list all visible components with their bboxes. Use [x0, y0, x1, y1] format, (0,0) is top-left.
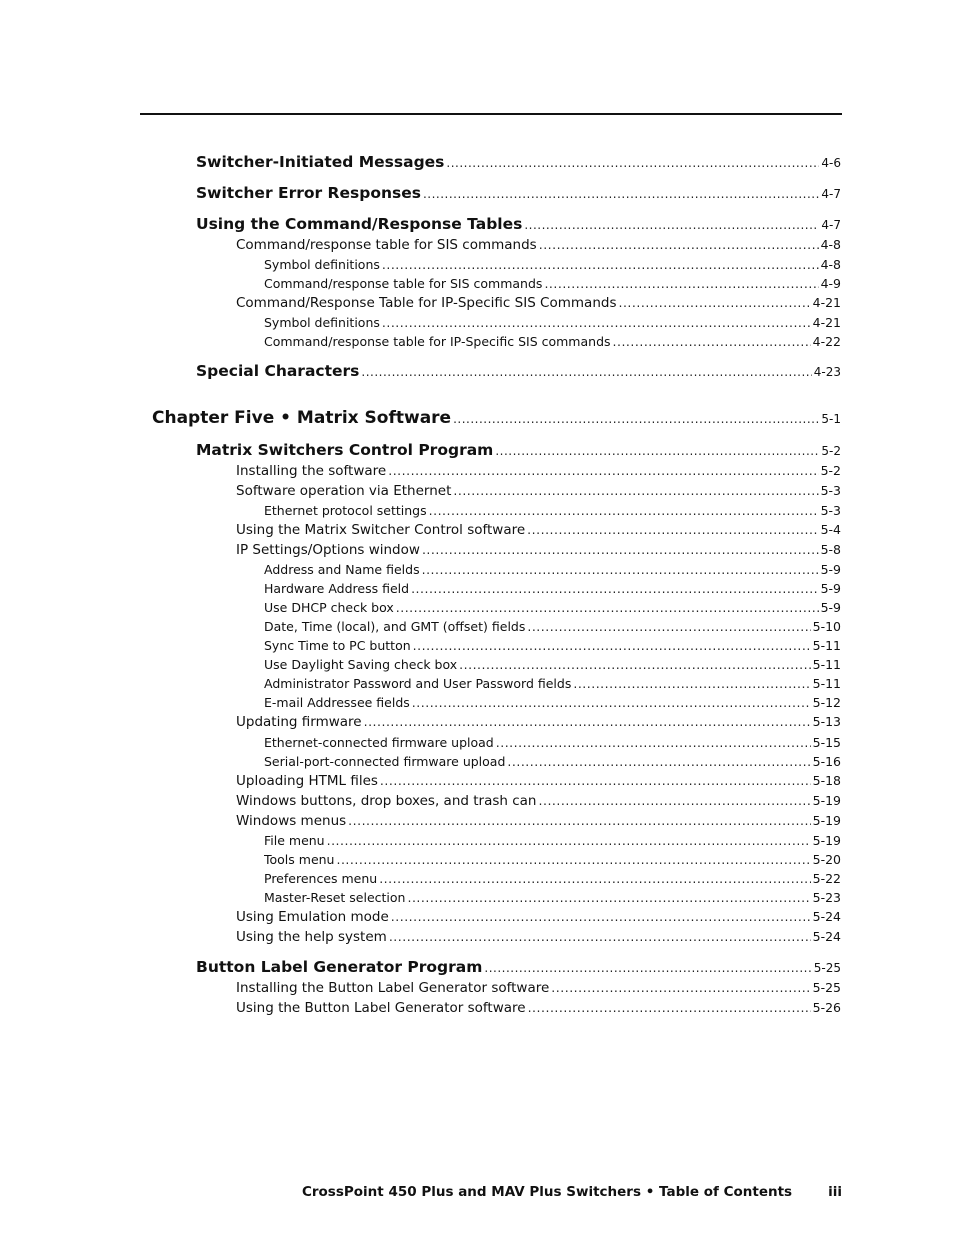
dot-leader [527, 619, 810, 634]
dot-leader [361, 365, 811, 379]
toc-page: 5-9 [820, 600, 841, 615]
toc-page: 5-26 [812, 1000, 841, 1015]
dot-leader [407, 890, 810, 905]
dot-leader [364, 714, 811, 729]
toc-page: 5-19 [812, 813, 841, 828]
toc-entry[interactable] [236, 773, 841, 789]
dot-leader [453, 483, 818, 498]
dot-leader [382, 315, 811, 330]
toc-entry[interactable] [196, 153, 841, 171]
toc-entry[interactable] [236, 463, 841, 479]
toc-title: Date, Time (local), and GMT (offset) fields [264, 619, 526, 634]
dot-leader [429, 503, 819, 518]
dot-leader [573, 676, 810, 691]
dot-leader [391, 909, 811, 924]
toc-title: Using the Matrix Switcher Control software [236, 522, 526, 538]
toc-title: Sync Time to PC button [264, 638, 411, 653]
toc-title: Command/response table for IP-Specific SIS commands [264, 334, 611, 349]
dot-leader [388, 463, 818, 478]
toc-entry[interactable] [236, 1000, 841, 1016]
toc-page: 5-15 [812, 735, 841, 750]
dot-leader [423, 187, 819, 201]
dot-leader [618, 295, 810, 310]
toc-title: Using the Command/Response Tables [196, 215, 523, 233]
toc-title: Ethernet-connected firmware upload [264, 735, 494, 750]
toc-entry[interactable] [264, 852, 841, 867]
toc-page: 5-1 [821, 412, 841, 426]
dot-leader [336, 852, 810, 867]
toc-title: Windows buttons, drop boxes, and trash can [236, 793, 537, 809]
toc-page: 5-9 [820, 581, 841, 596]
toc-title: Address and Name fields [264, 562, 420, 577]
toc-page: 4-8 [820, 257, 841, 272]
dot-leader [379, 871, 810, 886]
toc-entry[interactable] [264, 657, 841, 672]
dot-leader [539, 793, 811, 808]
toc-entry[interactable] [196, 958, 841, 976]
toc-page: 4-6 [821, 156, 841, 170]
toc-title: Ethernet protocol settings [264, 503, 427, 518]
toc-title: Symbol definitions [264, 257, 380, 272]
toc-page: 5-4 [820, 522, 841, 537]
toc-page: 5-24 [812, 929, 841, 944]
toc-title: File menu [264, 833, 325, 848]
toc-page: 5-19 [812, 793, 841, 808]
toc-entry[interactable] [264, 619, 841, 634]
toc-page: 5-2 [821, 444, 841, 458]
footer-page-number: iii [828, 1184, 842, 1200]
toc-entry[interactable] [196, 441, 841, 459]
toc-entry[interactable] [236, 522, 841, 538]
toc-entry[interactable] [236, 793, 841, 809]
toc-page: 5-11 [812, 676, 841, 691]
toc-entry[interactable] [264, 276, 841, 291]
toc-title: Switcher-Initiated Messages [196, 153, 445, 171]
toc-title: Command/Response Table for IP-Specific SIS Commands [236, 295, 617, 311]
toc-entry[interactable] [236, 295, 841, 311]
toc-page: 4-7 [821, 218, 841, 232]
toc-entry[interactable] [264, 581, 841, 596]
dot-leader [551, 980, 810, 995]
toc-page: 5-23 [812, 890, 841, 905]
toc-entry[interactable] [264, 503, 841, 518]
toc-title: Windows menus [236, 813, 347, 829]
toc-title: Software operation via Ethernet [236, 483, 452, 499]
toc-page: 5-11 [812, 657, 841, 672]
toc-page: 5-25 [812, 980, 841, 995]
dot-leader [507, 754, 810, 769]
toc-entry[interactable] [196, 215, 841, 233]
dot-leader [484, 961, 811, 975]
toc-entry[interactable] [264, 890, 841, 905]
toc-page: 5-3 [820, 483, 841, 498]
toc-title: Use DHCP check box [264, 600, 394, 615]
toc-title: E-mail Addressee fields [264, 695, 410, 710]
toc-entry[interactable] [264, 676, 841, 691]
toc-entry[interactable] [264, 833, 841, 848]
toc-page: 4-21 [812, 315, 841, 330]
page-footer [302, 1184, 842, 1200]
dot-leader [528, 1000, 811, 1015]
dot-leader [380, 773, 811, 788]
dot-leader [348, 813, 810, 828]
dot-leader [613, 334, 811, 349]
toc-title: Command/response table for SIS commands [236, 237, 537, 253]
dot-leader [459, 657, 810, 672]
toc-page: 4-21 [812, 295, 841, 310]
toc-title: Serial-port-connected firmware upload [264, 754, 506, 769]
toc-title: Using Emulation mode [236, 909, 389, 925]
toc-page: 5-20 [812, 852, 841, 867]
toc-title: Tools menu [264, 852, 335, 867]
dot-leader [544, 276, 818, 291]
toc-page: 5-12 [812, 695, 841, 710]
toc-title: Matrix Switchers Control Program [196, 441, 494, 459]
toc-title: Preferences menu [264, 871, 378, 886]
dot-leader [422, 562, 819, 577]
toc-entry[interactable] [236, 980, 841, 996]
toc-entry[interactable] [264, 600, 841, 615]
toc-title: Use Daylight Saving check box [264, 657, 458, 672]
toc-page: 5-18 [812, 773, 841, 788]
toc-page: 5-8 [820, 542, 841, 557]
toc-entry[interactable] [236, 813, 841, 829]
toc-title: Using the Button Label Generator software [236, 1000, 526, 1016]
toc-entry[interactable] [264, 754, 841, 769]
toc-page: 4-9 [820, 276, 841, 291]
toc-title: Using the help system [236, 929, 387, 945]
toc-title: Command/response table for SIS commands [264, 276, 543, 291]
dot-leader [527, 522, 818, 537]
toc-title: Administrator Password and User Password fields [264, 676, 572, 691]
toc-title: Button Label Generator Program [196, 958, 483, 976]
toc-title: Master-Reset selection [264, 890, 406, 905]
dot-leader [396, 600, 819, 615]
dot-leader [412, 695, 811, 710]
toc-entry[interactable] [236, 483, 841, 499]
toc-page: 5-13 [812, 714, 841, 729]
toc-entry[interactable] [196, 184, 841, 202]
dot-leader [446, 156, 819, 170]
toc-entry[interactable] [264, 334, 841, 349]
toc-entry[interactable] [196, 362, 841, 380]
toc-title: Uploading HTML files [236, 773, 378, 789]
dot-leader [524, 218, 819, 232]
toc-title: Symbol definitions [264, 315, 380, 330]
toc-title: Updating firmware [236, 714, 362, 730]
dot-leader [453, 412, 819, 426]
toc-title: Chapter Five • Matrix Software [152, 408, 452, 428]
toc-title: Installing the Button Label Generator software [236, 980, 550, 996]
toc-entry[interactable] [236, 714, 841, 730]
toc-page: 5-11 [812, 638, 841, 653]
dot-leader [327, 833, 811, 848]
toc-title: Installing the software [236, 463, 387, 479]
toc-page: 5-10 [812, 619, 841, 634]
toc-page: 5-25 [813, 961, 841, 975]
toc-title: Hardware Address field [264, 581, 410, 596]
toc-title: Switcher Error Responses [196, 184, 421, 202]
dot-leader [413, 638, 811, 653]
toc-page: 5-2 [820, 463, 841, 478]
toc-title: Special Characters [196, 362, 360, 380]
dot-leader [389, 929, 811, 944]
toc-entry[interactable] [236, 929, 841, 945]
toc-title: IP Settings/Options window [236, 542, 420, 558]
footer-text: CrossPoint 450 Plus and MAV Plus Switchers • Table of Contents [301, 1184, 793, 1200]
dot-leader [411, 581, 819, 596]
dot-leader [422, 542, 819, 557]
toc-page: 4-23 [813, 365, 841, 379]
toc-page: 5-3 [820, 503, 841, 518]
toc-entry[interactable] [264, 257, 841, 272]
dot-leader [496, 735, 811, 750]
toc-page: 5-24 [812, 909, 841, 924]
toc-entry[interactable] [236, 237, 841, 253]
toc-page: 5-16 [812, 754, 841, 769]
toc-entry[interactable] [264, 562, 841, 577]
dot-leader [495, 444, 819, 458]
toc-page: 4-8 [820, 237, 841, 252]
toc-page: 5-22 [812, 871, 841, 886]
toc-page: 5-9 [820, 562, 841, 577]
toc-chapter-entry[interactable] [152, 408, 841, 428]
dot-leader [382, 257, 819, 272]
toc-page: 4-7 [821, 187, 841, 201]
toc-page: 5-19 [812, 833, 841, 848]
toc-entry[interactable] [264, 695, 841, 710]
toc-page: 4-22 [812, 334, 841, 349]
toc-entry[interactable] [264, 735, 841, 750]
toc-entry[interactable] [264, 871, 841, 886]
toc-entry[interactable] [264, 638, 841, 653]
toc-entry[interactable] [236, 542, 841, 558]
dot-leader [539, 237, 819, 252]
toc-entry[interactable] [236, 909, 841, 925]
toc-entry[interactable] [264, 315, 841, 330]
